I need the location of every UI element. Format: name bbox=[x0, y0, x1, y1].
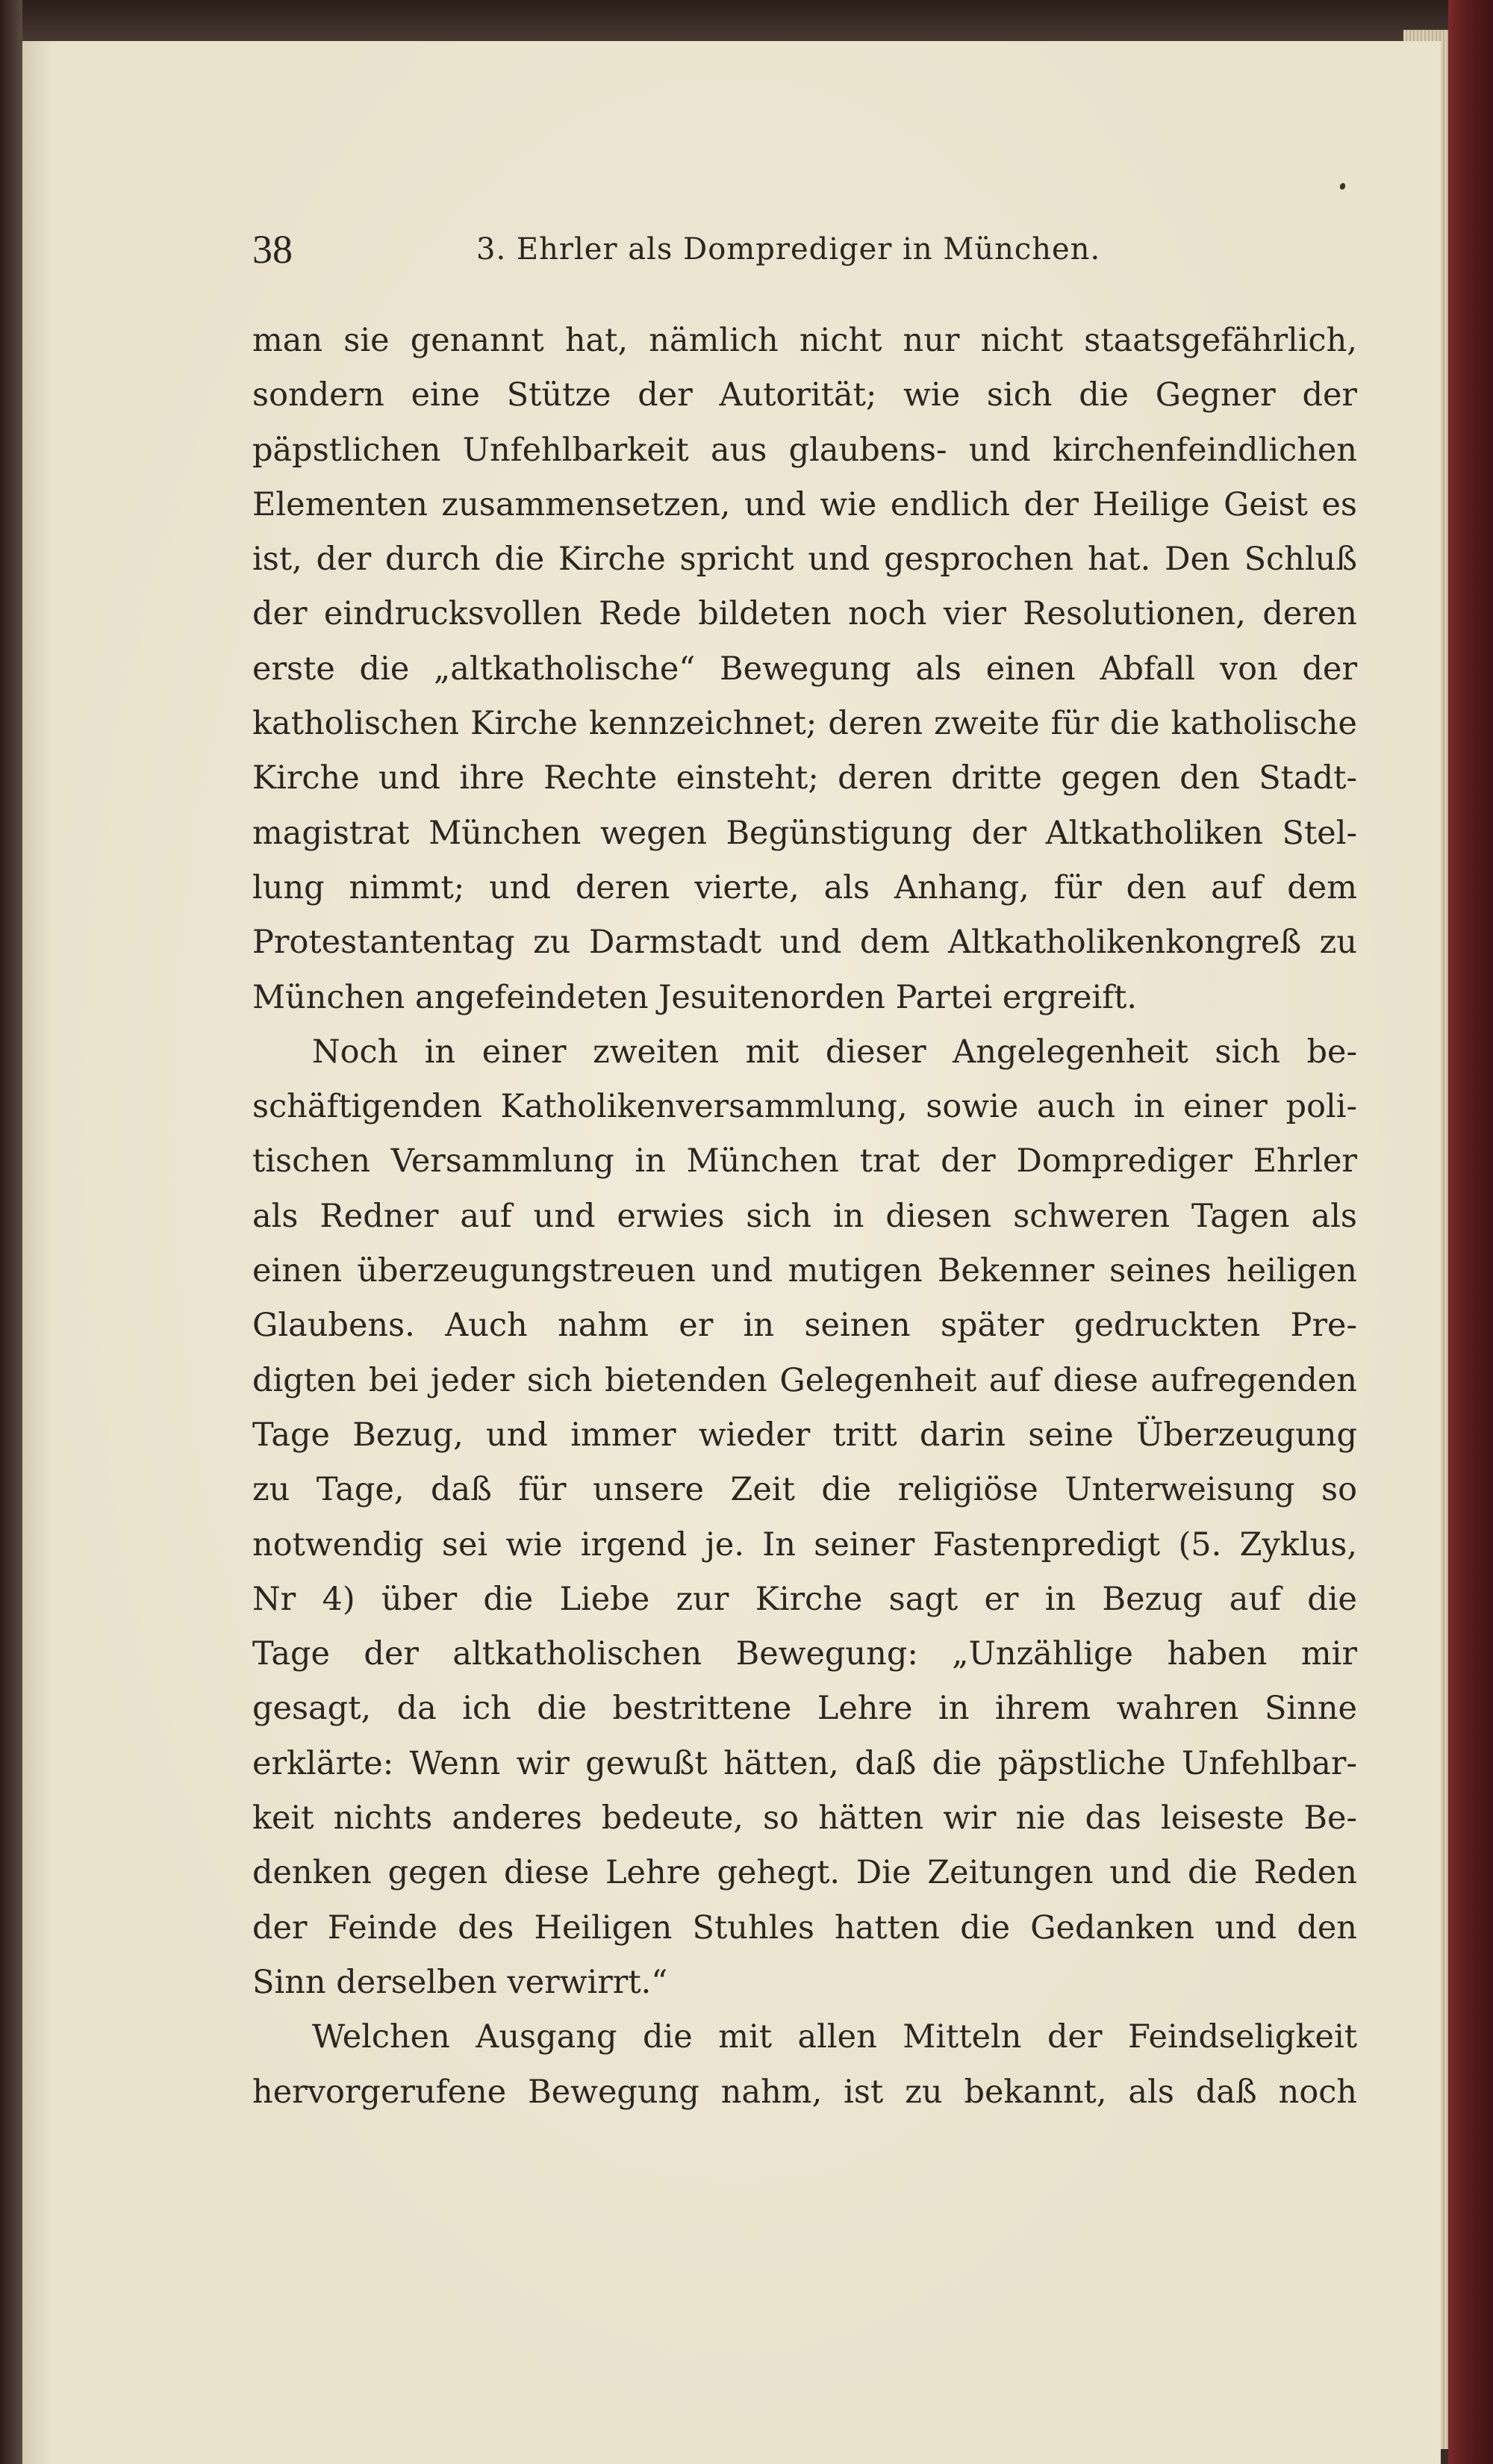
text-line: Protestantentag zu Darmstadt und dem Altkatholikenkongreß zu bbox=[252, 924, 1357, 962]
text-line: hervorgerufene Bewegung nahm, ist zu bekannt, als daß noch bbox=[252, 2073, 1357, 2111]
text-line: lung nimmt; und deren vierte, als Anhang, für den auf dem bbox=[252, 868, 1357, 906]
text-line: Tage der altkatholischen Bewegung: „Unzählige haben mir bbox=[252, 1635, 1357, 1673]
text-line: schäftigenden Katholikenversammlung, sowie auch in einer poli- bbox=[252, 1088, 1357, 1126]
text-line: der eindrucksvollen Rede bildeten noch vier Resolutionen, deren bbox=[252, 595, 1357, 633]
text-line: notwendig sei wie irgend je. In seiner Fastenpredigt (5. Zyklus, bbox=[252, 1525, 1357, 1564]
page-number: 38 bbox=[252, 227, 293, 272]
text-line: erste die „altkatholische“ Bewegung als einen Abfall von der bbox=[252, 650, 1357, 688]
scan-left-edge bbox=[0, 0, 22, 2464]
text-line: Welchen Ausgang die mit allen Mitteln der Feindseligkeit bbox=[312, 2018, 1357, 2056]
text-line: denken gegen diese Lehre gehegt. Die Zeitungen und die Reden bbox=[252, 1854, 1357, 1892]
text-line: Tage Bezug, und immer wieder tritt darin seine Überzeugung bbox=[252, 1416, 1357, 1454]
text-line: der Feinde des Heiligen Stuhles hatten die Gedanken und den bbox=[252, 1908, 1357, 1947]
text-line: digten bei jeder sich bietenden Gelegenheit auf diese aufregenden bbox=[252, 1361, 1357, 1399]
book-cover-edge bbox=[1448, 0, 1493, 2464]
text-line: Elementen zusammensetzen, und wie endlich der Heilige Geist es bbox=[252, 485, 1357, 523]
text-line: erklärte: Wenn wir gewußt hätten, daß die päpstliche Unfehlbar- bbox=[252, 1744, 1357, 1782]
running-head: 3. Ehrler als Domprediger in München. bbox=[476, 232, 1101, 267]
text-line: sondern eine Stütze der Autorität; wie sich die Gegner der bbox=[252, 376, 1357, 414]
page-header bbox=[252, 224, 1357, 284]
text-line: Sinn derselben verwirrt.“ bbox=[252, 1963, 668, 2001]
scan-top-edge bbox=[0, 0, 1493, 45]
text-line: päpstlichen Unfehlbarkeit aus glaubens- und kirchenfeindlichen bbox=[252, 431, 1357, 469]
body-text bbox=[252, 314, 1357, 2120]
text-line: keit nichts anderes bedeute, so hätten wir nie das leiseste Be- bbox=[252, 1799, 1357, 1838]
text-line: als Redner auf und erwies sich in diesen schweren Tagen als bbox=[252, 1197, 1357, 1235]
text-line: München angefeindeten Jesuitenorden Partei ergreift. bbox=[252, 978, 1138, 1016]
text-line: tischen Versammlung in München trat der Domprediger Ehrler bbox=[252, 1142, 1357, 1180]
text-line: Noch in einer zweiten mit dieser Angelegenheit sich be- bbox=[312, 1033, 1357, 1071]
text-line: magistrat München wegen Begünstigung der Altkatholiken Stel- bbox=[252, 814, 1357, 852]
ink-spot bbox=[1339, 182, 1347, 190]
text-line: gesagt, da ich die bestrittene Lehre in ihrem wahren Sinne bbox=[252, 1690, 1357, 1728]
text-line: zu Tage, daß für unsere Zeit die religiöse Unterweisung so bbox=[252, 1471, 1357, 1509]
text-line: man sie genannt hat, nämlich nicht nur nicht staatsgefährlich, bbox=[252, 322, 1357, 359]
text-line: Glaubens. Auch nahm er in seinen später gedruckten Pre- bbox=[252, 1307, 1357, 1345]
text-line: Kirche und ihre Rechte einsteht; deren dritte gegen den Stadt- bbox=[252, 759, 1357, 797]
text-line: Nr 4) über die Liebe zur Kirche sagt er in Bezug auf die bbox=[252, 1580, 1357, 1618]
text-line: katholischen Kirche kennzeichnet; deren zweite für die katholische bbox=[252, 705, 1357, 743]
text-line: einen überzeugungstreuen und mutigen Bekenner seines heiligen bbox=[252, 1252, 1357, 1290]
text-line: ist, der durch die Kirche spricht und gesprochen hat. Den Schluß bbox=[252, 541, 1357, 579]
